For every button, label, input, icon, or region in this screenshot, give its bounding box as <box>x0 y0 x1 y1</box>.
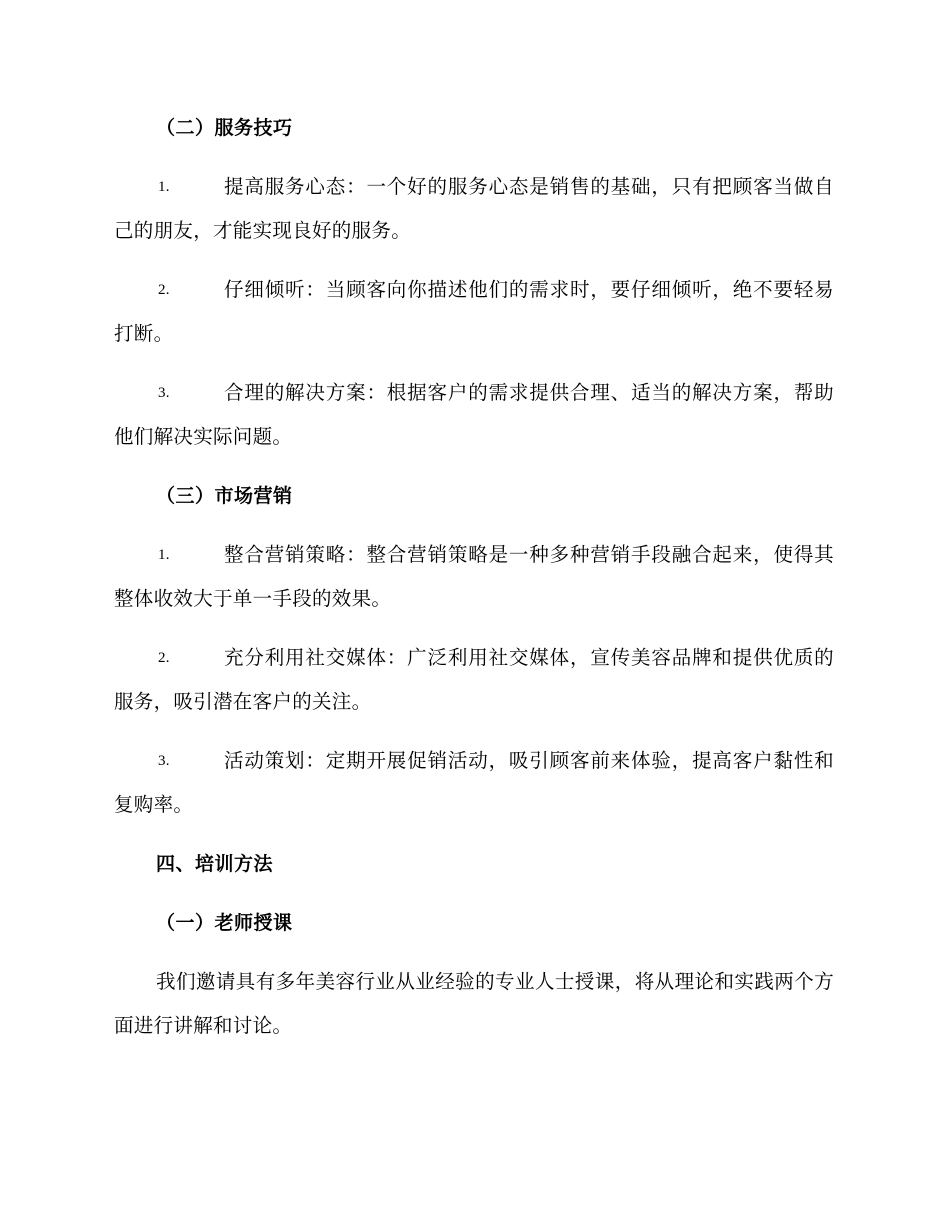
service-item-3 <box>114 371 834 459</box>
list-item-text: 充分利用社交媒体：广泛利用社交媒体，宣传美容品牌和提供优质的服务，吸引潜在客户的关注。 <box>114 646 834 713</box>
list-number: 3. <box>158 753 170 769</box>
document-body <box>114 106 834 1048</box>
marketing-item-1 <box>114 533 834 621</box>
list-item-text: 活动策划：定期开展促销活动，吸引顾客前来体验，提高客户黏性和复购率。 <box>114 749 834 816</box>
heading-service-skills: （二）服务技巧 <box>156 117 293 139</box>
list-number: 3. <box>158 385 170 401</box>
list-number: 2. <box>158 282 170 298</box>
list-number: 2. <box>158 650 170 666</box>
service-item-1 <box>114 165 834 253</box>
list-item-text: 整合营销策略：整合营销策略是一种多种营销手段融合起来，使得其整体收效大于单一手段的效果。 <box>114 543 834 610</box>
marketing-item-2 <box>114 636 834 724</box>
heading-teacher-lectures: （一）老师授课 <box>156 912 293 934</box>
heading-marketing: （三）市场营销 <box>156 485 293 507</box>
service-item-2 <box>114 268 834 356</box>
list-number: 1. <box>158 547 170 563</box>
list-number: 1. <box>158 179 170 195</box>
list-item-text: 仔细倾听：当顾客向你描述他们的需求时，要仔细倾听，绝不要轻易打断。 <box>114 278 834 345</box>
heading-training-methods: 四、培训方法 <box>156 853 274 875</box>
list-item-text: 合理的解决方案：根据客户的需求提供合理、适当的解决方案，帮助他们解决实际问题。 <box>114 381 834 448</box>
list-item-text: 提高服务心态：一个好的服务心态是销售的基础，只有把顾客当做自己的朋友，才能实现良好的服务。 <box>114 175 834 242</box>
teacher-lectures-paragraph: 我们邀请具有多年美容行业从业经验的专业人士授课，将从理论和实践两个方面进行讲解和讨论。 <box>114 970 834 1037</box>
marketing-item-3 <box>114 739 834 827</box>
